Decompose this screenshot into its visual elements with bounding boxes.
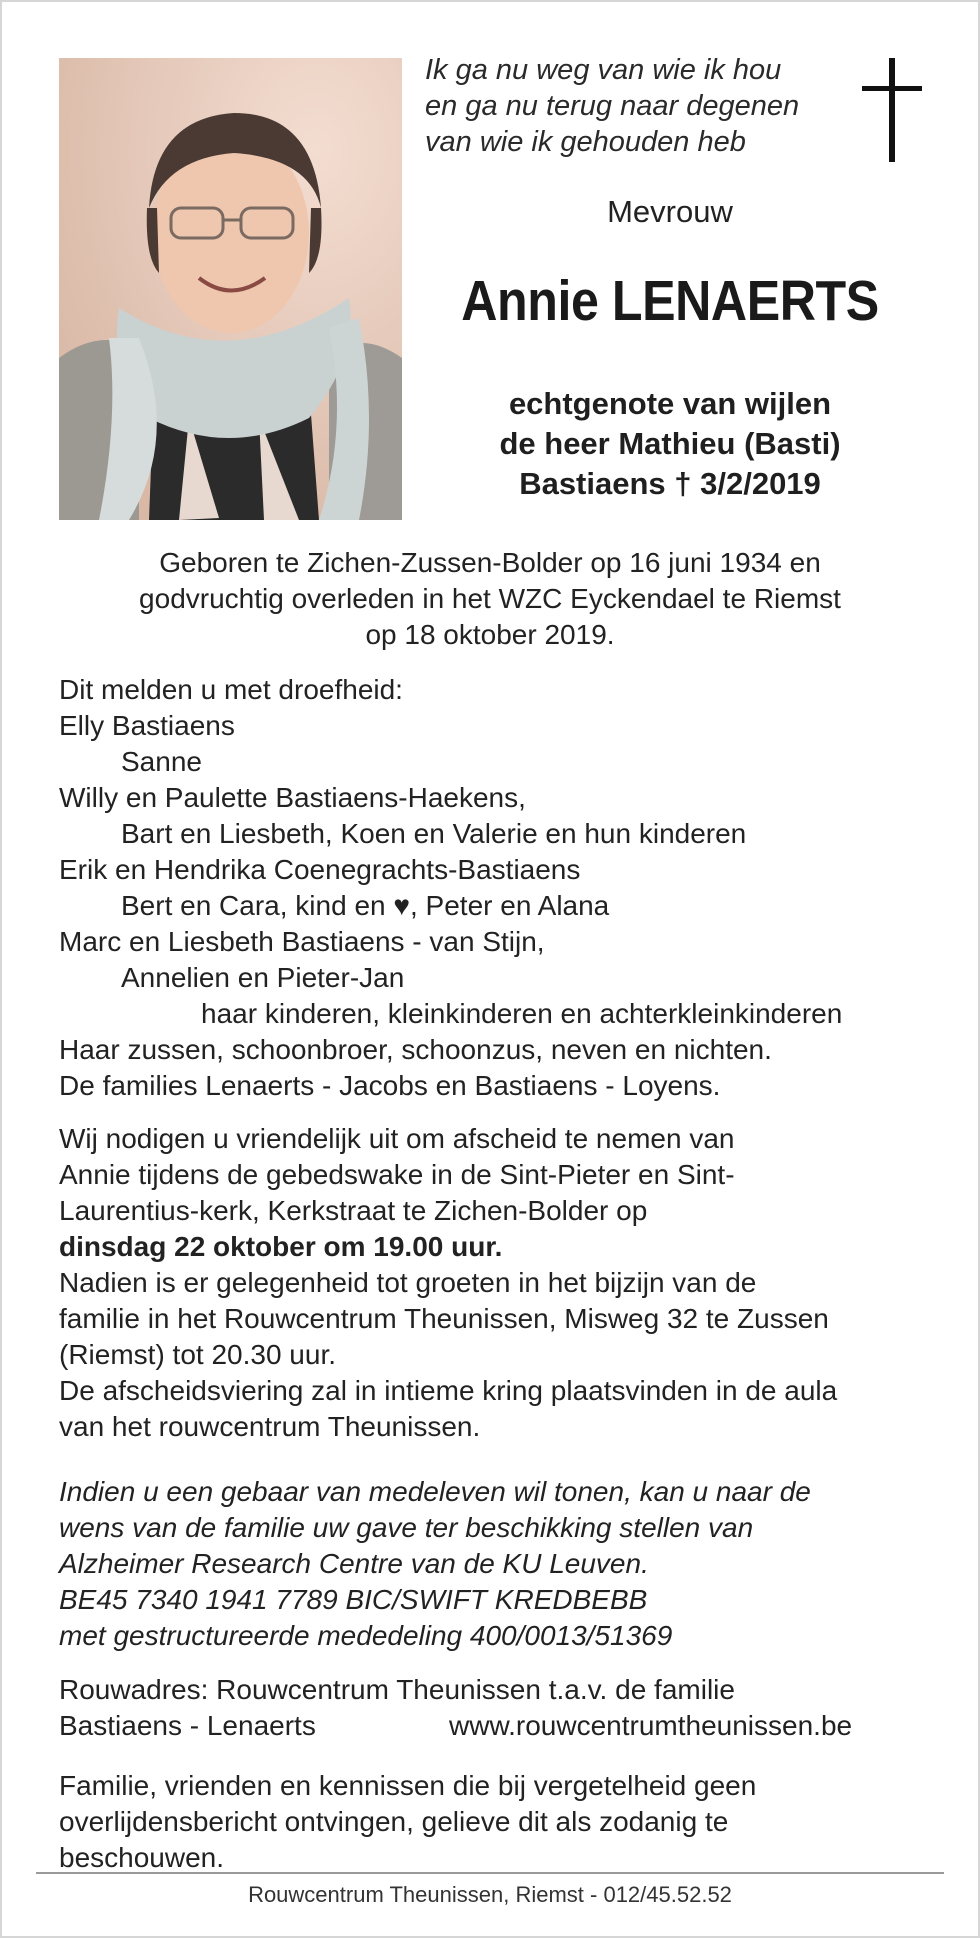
cross-icon xyxy=(862,58,922,162)
spouse-line: de heer Mathieu (Basti) xyxy=(499,426,841,461)
family-line: Sanne xyxy=(121,746,202,777)
donation-line: Alzheimer Research Centre van de KU Leuven. xyxy=(59,1548,649,1579)
family-list xyxy=(59,672,939,1104)
family-line: Willy en Paulette Bastiaens-Haekens, xyxy=(59,782,526,813)
invite-line: De afscheidsviering zal in intieme kring plaatsvinden in de aula xyxy=(59,1375,838,1406)
invite-line: familie in het Rouwcentrum Theunissen, Misweg 32 te Zussen xyxy=(59,1303,829,1334)
address-line: Rouwadres: Rouwcentrum Theunissen t.a.v. de familie xyxy=(59,1674,735,1705)
invite-line: Nadien is er gelegenheid tot groeten in het bijzijn van de xyxy=(59,1267,757,1298)
salutation: Mevrouw xyxy=(607,194,733,229)
invite-line: Wij nodigen u vriendelijk uit om afscheid te nemen van xyxy=(59,1123,735,1154)
poem xyxy=(425,52,845,160)
website-link[interactable]: www.rouwcentrumtheunissen.be xyxy=(449,1710,853,1741)
invite-line: van het rouwcentrum Theunissen. xyxy=(59,1411,481,1442)
bank-account: BE45 7340 1941 7789 BIC/SWIFT KREDBEBB xyxy=(59,1584,648,1615)
birth-death-info xyxy=(40,545,940,653)
poem-line: en ga nu terug naar degenen xyxy=(425,90,800,122)
family-line: De families Lenaerts - Jacobs en Bastiaens - Loyens. xyxy=(59,1070,721,1101)
closing-line: beschouwen. xyxy=(59,1842,225,1873)
donation-line: Indien u een gebaar van medeleven wil tonen, kan u naar de xyxy=(59,1476,811,1507)
poem-line: van wie ik gehouden heb xyxy=(425,126,746,158)
family-line: haar kinderen, kleinkinderen en achterkleinkinderen xyxy=(201,998,843,1029)
family-line: Haar zussen, schoonbroer, schoonzus, neven en nichten. xyxy=(59,1034,772,1065)
birth-line: op 18 oktober 2019. xyxy=(365,619,615,650)
invitation xyxy=(59,1121,939,1445)
invite-line: Laurentius-kerk, Kerkstraat te Zichen-Bolder op xyxy=(59,1195,648,1226)
family-intro: Dit melden u met droefheid: xyxy=(59,674,403,705)
family-line: Marc en Liesbeth Bastiaens - van Stijn, xyxy=(59,926,545,957)
address-line: Bastiaens - Lenaerts xyxy=(59,1710,316,1741)
portrait-image xyxy=(59,58,402,520)
spouse-line: echtgenote van wijlen xyxy=(508,386,832,421)
footer-divider xyxy=(36,1872,944,1874)
deceased-name: Annie LENAERTS xyxy=(461,269,879,333)
mourning-address xyxy=(59,1672,939,1744)
portrait-photo xyxy=(59,58,402,520)
vigil-date: dinsdag 22 oktober om 19.00 uur. xyxy=(59,1231,503,1262)
family-line: Erik en Hendrika Coenegrachts-Bastiaens xyxy=(59,854,581,885)
footer: Rouwcentrum Theunissen, Riemst - 012/45.52.52 xyxy=(248,1882,732,1907)
family-line: Bart en Liesbeth, Koen en Valerie en hun kinderen xyxy=(121,818,747,849)
closing-line: overlijdensbericht ontvingen, gelieve dit als zodanig te xyxy=(59,1806,729,1837)
birth-line: godvruchtig overleden in het WZC Eyckendael te Riemst xyxy=(139,583,841,614)
family-line: Elly Bastiaens xyxy=(59,710,235,741)
invite-line: (Riemst) tot 20.30 uur. xyxy=(59,1339,337,1370)
closing-note xyxy=(59,1768,939,1876)
family-line: Bert en Cara, kind en ♥, Peter en Alana xyxy=(121,890,610,921)
spouse-info xyxy=(430,384,910,504)
donation-line: wens van de familie uw gave ter beschikking stellen van xyxy=(59,1512,754,1543)
poem-line: Ik ga nu weg van wie ik hou xyxy=(425,54,782,86)
spouse-line: Bastiaens † 3/2/2019 xyxy=(519,466,821,501)
family-line: Annelien en Pieter-Jan xyxy=(121,962,405,993)
invite-line: Annie tijdens de gebedswake in de Sint-Pieter en Sint- xyxy=(59,1159,735,1190)
address-row xyxy=(59,1708,939,1744)
closing-line: Familie, vrienden en kennissen die bij vergetelheid geen xyxy=(59,1770,757,1801)
donation-info xyxy=(59,1474,939,1654)
structured-reference: met gestructureerde mededeling 400/0013/51369 xyxy=(59,1620,673,1651)
birth-line: Geboren te Zichen-Zussen-Bolder op 16 juni 1934 en xyxy=(159,547,821,578)
